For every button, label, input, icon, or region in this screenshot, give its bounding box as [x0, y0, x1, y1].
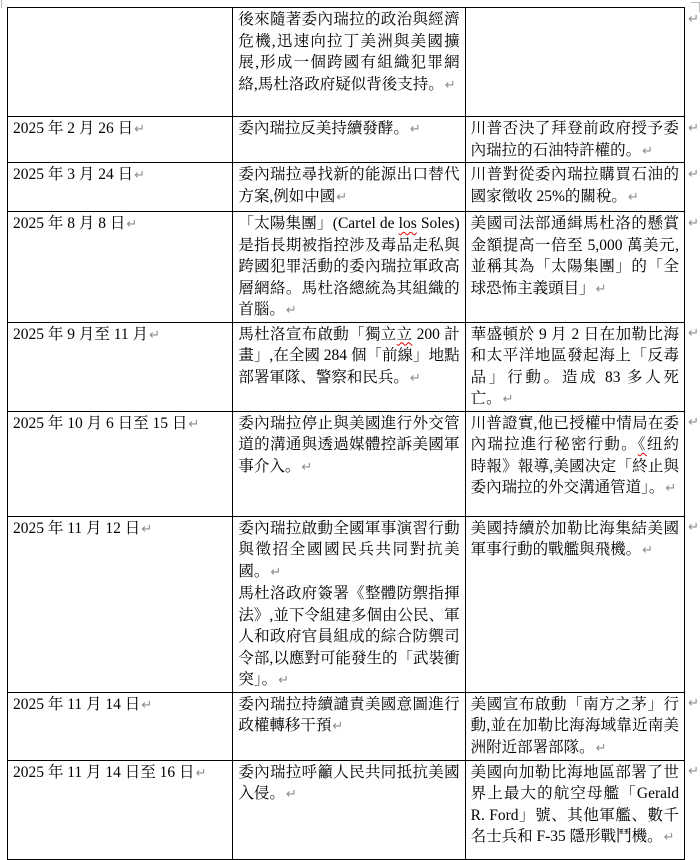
- paragraph-mark: ↵: [270, 564, 282, 580]
- text-run: Soles) 是指長期被指控涉及毒品走私與跨國犯罪活動的委內瑞拉軍政高層網絡。馬杜洛總統為其組織的首腦。: [238, 215, 460, 318]
- date-cell[interactable]: [8, 516, 233, 692]
- paragraph-mark: ↵: [336, 189, 348, 205]
- end-of-row-mark: ↵: [688, 166, 699, 182]
- end-of-row-mark: ↵: [688, 215, 699, 231]
- end-of-row-mark: ↵: [688, 11, 699, 27]
- us-actions-cell[interactable]: [465, 692, 684, 760]
- paragraph-mark: ↵: [642, 543, 654, 558]
- paragraph-mark: ↵: [502, 392, 514, 407]
- paragraph: [238, 413, 459, 479]
- end-of-row-cell: [685, 516, 700, 692]
- text-run: 2025 年 9 月至 11 月: [13, 325, 149, 343]
- text-run: 2025 年 11 月 12 日: [13, 519, 141, 537]
- text-run: 2025 年 2 月 26 日: [13, 120, 134, 137]
- paragraph: [238, 213, 459, 322]
- paragraph: [471, 164, 679, 208]
- paragraph: [238, 583, 459, 692]
- end-of-row-mark: ↵: [688, 326, 699, 341]
- paragraph-mark: ↵: [409, 370, 421, 386]
- paragraph-mark: ↵: [663, 830, 675, 845]
- paragraph-mark: ↵: [595, 740, 607, 756]
- date-cell[interactable]: [8, 692, 233, 760]
- paragraph-mark: ↵: [126, 217, 138, 232]
- end-of-row-mark: ↵: [688, 520, 699, 535]
- paragraph-mark: ↵: [285, 787, 297, 802]
- venezuela-actions-cell[interactable]: [233, 163, 465, 212]
- end-of-row-mark: ↵: [688, 764, 699, 779]
- venezuela-actions-cell[interactable]: [233, 411, 465, 516]
- date-cell[interactable]: [8, 8, 233, 117]
- text-run: 「太陽集團」(Cartel de: [238, 215, 399, 232]
- paragraph-mark: ↵: [665, 481, 677, 496]
- paragraph: [13, 694, 227, 717]
- end-of-row-cell: [685, 322, 700, 411]
- text-run: 美國司法部通緝馬杜洛的懸賞金額提高一倍至 5,000 萬美元,並稱其為「太陽集團」的「全球恐怖主義頭目」: [470, 215, 680, 297]
- paragraph-mark: ↵: [141, 521, 153, 537]
- paragraph: [13, 118, 227, 141]
- paragraph: [238, 164, 459, 208]
- paragraph-mark: ↵: [642, 143, 654, 159]
- text-run: 川普證實,他已授權中情局在委內瑞拉進行秘密行動。: [470, 414, 680, 453]
- text-run: 馬杜洛政府簽署《整體防禦指揮法》,並下令組建多個由公民、軍人和政府官員組成的綜合防禦司令部,以應對可能發生的「武裝衝突」。: [238, 585, 460, 688]
- venezuela-actions-cell[interactable]: [233, 212, 465, 323]
- venezuela-actions-cell[interactable]: [233, 322, 465, 411]
- paragraph-mark: ↵: [595, 281, 607, 297]
- us-actions-cell[interactable]: [465, 212, 684, 323]
- paragraph-mark: ↵: [444, 77, 456, 93]
- text-run: 2025 年 10 月 6 日至 15 日: [13, 414, 188, 432]
- paragraph: [471, 518, 679, 562]
- venezuela-actions-cell[interactable]: [233, 692, 465, 760]
- text-run: 2025 年 11 月 14 日: [13, 695, 141, 713]
- paragraph: [13, 762, 227, 785]
- paragraph: [238, 762, 459, 806]
- paragraph: [13, 213, 227, 236]
- paragraph: [471, 213, 679, 300]
- spellcheck-squiggle: 立: [396, 325, 413, 343]
- text-run: 委內瑞拉尋找新的能源出口替代方案,例如中國: [238, 166, 460, 205]
- us-actions-cell[interactable]: [465, 8, 684, 117]
- paragraph-mark: ↵: [149, 327, 160, 343]
- paragraph: [13, 413, 227, 436]
- paragraph: [471, 413, 679, 500]
- text-run: 馬杜洛宣布啟動「獨立: [238, 325, 397, 343]
- paragraph-mark: ↵: [188, 416, 200, 432]
- end-of-row-cell: [685, 411, 700, 516]
- paragraph-mark: ↵: [332, 719, 344, 734]
- paragraph: [471, 694, 679, 760]
- table-row: [8, 212, 700, 323]
- page-boundary-mark-left: [1, 0, 2, 8]
- text-run: 委內瑞拉停止與美國進行外交管道的溝通與透過媒體控訴美國軍事介入。: [238, 414, 460, 475]
- us-actions-cell[interactable]: [465, 117, 684, 163]
- paragraph-mark: ↵: [285, 303, 297, 318]
- text-run: 美國宣布啟動「南方之茅」行動,並在加勒比海海域靠近南美洲附近部署部隊。: [470, 695, 680, 756]
- us-actions-cell[interactable]: [465, 760, 684, 859]
- venezuela-actions-cell[interactable]: [233, 516, 465, 692]
- spellcheck-squiggle: 《: [637, 436, 647, 453]
- paragraph: [471, 324, 679, 411]
- end-of-row-cell: [685, 692, 700, 760]
- paragraph: [471, 118, 679, 162]
- paragraph: [238, 324, 459, 390]
- date-cell[interactable]: [8, 322, 233, 411]
- paragraph-mark: ↵: [141, 697, 153, 713]
- text-run: 2025 年 8 月 8 日: [13, 215, 126, 232]
- end-of-row-mark: ↵: [688, 120, 699, 136]
- text-run: 華盛頓於 9 月 2 日在加勒比海和太平洋地區發起海上「反毒品」行動。造成 83 多人死亡。: [470, 325, 680, 407]
- venezuela-actions-cell[interactable]: [233, 117, 465, 163]
- end-of-row-mark: ↵: [688, 415, 699, 430]
- timeline-table: [7, 7, 700, 860]
- end-of-row-cell: [685, 760, 700, 859]
- text-run: 委內瑞拉呼籲人民共同抵抗美國入侵。: [238, 763, 460, 802]
- spellcheck-squiggle: los: [398, 215, 417, 232]
- date-cell[interactable]: [8, 212, 233, 323]
- end-of-row-cell: [685, 8, 700, 117]
- text-run: 委內瑞拉啟動全國軍事演習行動與徵招全國國民兵共同對抗美國。: [238, 519, 460, 580]
- table-row: [8, 516, 700, 692]
- paragraph-mark: ↵: [301, 459, 313, 475]
- date-cell[interactable]: [8, 163, 233, 212]
- text-run: 川普否決了拜登前政府授予委內瑞拉的石油特許權的。: [470, 120, 680, 159]
- table-row: [8, 8, 700, 117]
- table-row: [8, 411, 700, 516]
- paragraph: [13, 164, 227, 187]
- us-actions-cell[interactable]: [465, 516, 684, 692]
- us-actions-cell[interactable]: [465, 163, 684, 212]
- paragraph-mark: ↵: [409, 122, 421, 137]
- text-run: 委內瑞拉反美持續發酵。: [238, 120, 409, 137]
- end-of-row-cell: [685, 212, 700, 323]
- date-cell[interactable]: [8, 411, 233, 516]
- us-actions-cell[interactable]: [465, 411, 684, 516]
- end-of-row-cell: [685, 117, 700, 163]
- text-run: 200 計畫」,在全國 284 個「前線」地點部署軍隊、警察和民兵。: [238, 325, 460, 386]
- text-run: 美國向加勒比海地區部署了世界上最大的航空母艦「Gerald R. Ford」號、其他軍艦、數千名士兵和 F-35 隱形戰鬥機。: [470, 763, 680, 845]
- table-row: [8, 322, 700, 411]
- date-cell[interactable]: [8, 117, 233, 163]
- table-row: [8, 760, 700, 859]
- text-run: 2025 年 3 月 24 日: [13, 166, 134, 183]
- venezuela-actions-cell[interactable]: [233, 8, 465, 117]
- text-run: 2025 年 11 月 14 日至 16 日: [13, 763, 195, 781]
- venezuela-actions-cell[interactable]: [233, 760, 465, 859]
- paragraph: [13, 518, 227, 541]
- paragraph: [238, 9, 459, 96]
- paragraph: [238, 518, 459, 584]
- table-row: [8, 163, 700, 212]
- paragraph-mark: ↵: [134, 168, 146, 183]
- text-run: 川普對從委內瑞拉購買石油的國家徵收 25%的關稅。: [470, 166, 680, 205]
- paragraph: [238, 118, 459, 141]
- paragraph: [13, 324, 227, 347]
- paragraph-mark: ↵: [195, 765, 207, 781]
- text-run: 美國持續於加勒比海集結美國軍事行動的戰艦與飛機。: [470, 519, 680, 558]
- date-cell[interactable]: [8, 760, 233, 859]
- table-row: [8, 692, 700, 760]
- paragraph: [238, 694, 459, 738]
- paragraph: [471, 762, 679, 849]
- paragraph-mark: ↵: [627, 189, 639, 205]
- text-run: 後來隨著委內瑞拉的政治與經濟危機,迅速向拉丁美洲與美國擴展,形成一個跨國有組織犯罪網絡,馬杜洛政府疑似背後支持。: [238, 11, 460, 93]
- paragraph-mark: ↵: [134, 122, 146, 137]
- end-of-row-mark: ↵: [688, 696, 699, 711]
- table-row: [8, 117, 700, 163]
- us-actions-cell[interactable]: [465, 322, 684, 411]
- end-of-row-cell: [685, 163, 700, 212]
- text-run: 委內瑞拉持續譴責美國意圖進行政權轉移干預: [238, 695, 460, 734]
- paragraph-mark: ↵: [278, 673, 290, 688]
- text-run: 纽約時報》報導,美國决定「終止與委內瑞拉的外交溝通管道」。: [470, 436, 680, 496]
